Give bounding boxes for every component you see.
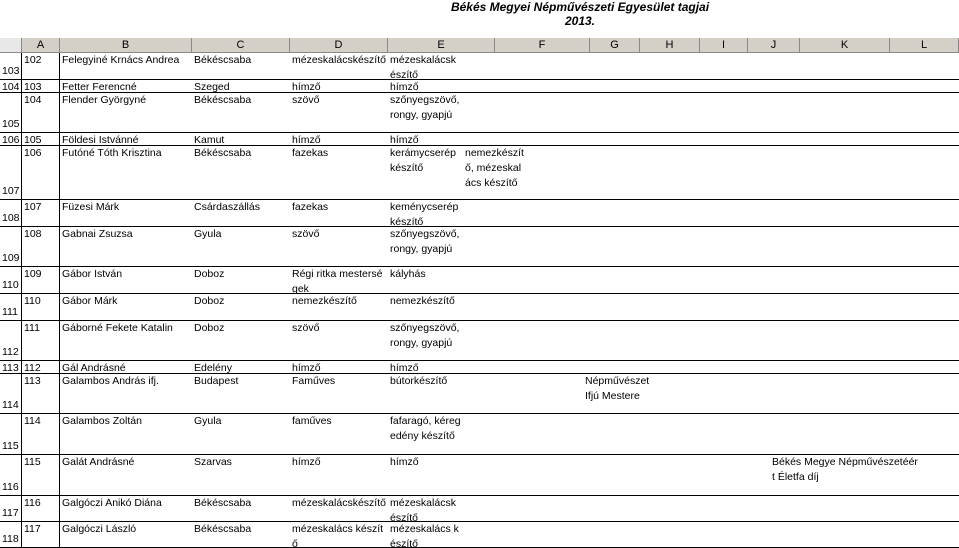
member-name: Fetter Ferencné — [62, 81, 137, 92]
member-id: 111 — [22, 321, 60, 360]
member-extra — [463, 200, 528, 226]
member-city: Edelény — [194, 362, 232, 373]
member-award — [583, 294, 653, 320]
table-row — [0, 267, 959, 294]
member-specialty: szőnyegszövő, rongy, gyapjú — [390, 322, 460, 349]
column-header-f[interactable]: F — [495, 38, 590, 53]
table-row — [0, 93, 959, 133]
member-extra — [463, 80, 528, 92]
member-specialty: hímző — [390, 134, 419, 145]
row-number[interactable]: 117 — [0, 496, 22, 521]
member-city: Doboz — [194, 295, 225, 307]
member-id: 104 — [22, 93, 60, 132]
column-header-b[interactable]: B — [60, 38, 192, 53]
table-row — [0, 146, 959, 200]
member-name: Gábor Márk — [62, 295, 118, 307]
table-row — [0, 496, 959, 522]
member-name: Galát Andrásné — [62, 456, 135, 468]
member-name: Futóné Tóth Krisztina — [62, 147, 162, 159]
member-extra — [463, 522, 528, 547]
row-number[interactable]: 109 — [0, 227, 22, 266]
table-row — [0, 227, 959, 267]
column-header-g[interactable]: G — [590, 38, 640, 53]
member-name: Gál Andrásné — [62, 362, 126, 373]
member-extra — [463, 414, 528, 454]
column-header-l[interactable]: L — [890, 38, 959, 53]
member-name: Földesi Istvánné — [62, 134, 139, 145]
member-specialty: hímző — [390, 456, 419, 468]
member-extra — [463, 455, 528, 495]
row-number[interactable]: 114 — [0, 374, 22, 413]
member-specialty: mézeskalács készítő — [390, 523, 459, 547]
row-number[interactable]: 111 — [0, 294, 22, 320]
row-number[interactable]: 116 — [0, 455, 22, 495]
member-specialty: keménycserép készítő — [390, 201, 459, 226]
column-header-a[interactable]: A — [22, 38, 60, 53]
member-id: 114 — [22, 414, 60, 454]
member-specialty: fafaragó, kéregedény készítő — [390, 415, 461, 442]
member-name: Gábor István — [62, 268, 123, 280]
row-number[interactable]: 106 — [0, 133, 22, 145]
member-specialty: szőnyegszövő, rongy, gyapjú — [390, 228, 460, 255]
member-id: 105 — [22, 133, 60, 145]
header-year: 2013. — [564, 14, 596, 28]
member-specialty: bútorkészítő — [390, 375, 448, 387]
member-craft: mézeskalácskészítő — [292, 497, 386, 509]
member-award — [583, 414, 653, 454]
member-craft: Régi ritka mesterségek — [292, 268, 383, 293]
member-award — [583, 53, 653, 79]
member-extra — [463, 227, 528, 266]
member-specialty: kályhás — [390, 268, 426, 280]
row-number[interactable]: 110 — [0, 267, 22, 293]
member-extra: nemezkészítő, mézeskalács készítő — [465, 147, 524, 189]
member-name: Galambos Zoltán — [62, 415, 142, 427]
member-id: 113 — [22, 374, 60, 413]
member-craft: mézeskalácskészítő — [292, 54, 386, 66]
row-number[interactable]: 107 — [0, 146, 22, 199]
member-specialty: mézeskalácskészítő — [390, 497, 456, 521]
select-all-corner[interactable] — [0, 38, 22, 53]
member-city: Gyula — [194, 415, 222, 427]
member-craft: fazekas — [292, 201, 329, 213]
member-award — [583, 321, 653, 360]
member-craft: szövő — [292, 94, 320, 106]
member-extra — [463, 374, 528, 413]
member-award — [583, 227, 653, 266]
member-id: 109 — [22, 267, 60, 293]
member-city: Békéscsaba — [194, 147, 252, 159]
table-row — [0, 294, 959, 321]
member-id: 110 — [22, 294, 60, 320]
member-craft: hímző — [292, 81, 321, 92]
member-city: Gyula — [194, 228, 222, 240]
member-extra — [463, 496, 528, 521]
member-city: Budapest — [194, 375, 239, 387]
member-city: Békéscsaba — [194, 94, 252, 106]
member-craft: Faműves — [292, 375, 336, 387]
member-id: 107 — [22, 200, 60, 226]
member-specialty: szőnyegszövő, rongy, gyapjú — [390, 94, 460, 121]
member-id: 102 — [22, 53, 60, 79]
member-award — [583, 496, 653, 521]
member-extra — [463, 267, 528, 293]
column-header-j[interactable]: J — [748, 38, 800, 53]
member-extra — [463, 321, 528, 360]
member-id: 106 — [22, 146, 60, 199]
row-number[interactable]: 103 — [0, 53, 22, 79]
table-row — [0, 321, 959, 361]
member-award — [583, 267, 653, 293]
member-specialty: kerámycserép készítő — [390, 147, 456, 174]
member-award — [583, 133, 653, 145]
member-award — [583, 200, 653, 226]
member-id: 112 — [22, 361, 60, 373]
table-row — [0, 200, 959, 227]
member-extra — [463, 93, 528, 132]
member-craft: faműves — [292, 415, 332, 427]
member-city: Békéscsaba — [194, 497, 252, 509]
column-header-c[interactable]: C — [192, 38, 290, 53]
member-award — [583, 146, 653, 199]
member-craft: hímző — [292, 362, 321, 373]
member-craft: fazekas — [292, 147, 329, 159]
table-row — [0, 361, 959, 374]
member-specialty: mézeskalácskészítő — [390, 54, 456, 79]
row-number[interactable]: 104 — [0, 80, 22, 92]
member-name: Galambos András ifj. — [62, 375, 159, 387]
member-award: Békés Megye Népművészetéért Életfa díj — [772, 456, 918, 483]
member-extra — [463, 294, 528, 320]
member-city: Békéscsaba — [194, 523, 252, 535]
row-number[interactable]: 108 — [0, 200, 22, 226]
member-craft: nemezkészítő — [292, 295, 357, 307]
member-name: Füzesi Márk — [62, 201, 120, 213]
member-award — [583, 522, 653, 547]
member-award — [583, 80, 653, 92]
member-name: Felegyiné Krnács Andrea — [62, 54, 180, 66]
member-name: Galgóczi Anikó Diána — [62, 497, 162, 509]
member-city: Kamut — [194, 134, 225, 145]
table-row — [0, 133, 959, 146]
column-header-h[interactable]: H — [640, 38, 700, 53]
member-award — [583, 361, 653, 373]
member-name: Gáborné Fekete Katalin — [62, 322, 173, 334]
member-city: Szeged — [194, 81, 230, 92]
member-craft: szövő — [292, 322, 320, 334]
row-number[interactable]: 115 — [0, 414, 22, 454]
table-row — [0, 80, 959, 93]
member-craft: szövő — [292, 228, 320, 240]
row-number[interactable]: 105 — [0, 93, 22, 132]
member-extra — [463, 361, 528, 373]
row-number[interactable]: 113 — [0, 361, 22, 373]
member-id: 116 — [22, 496, 60, 521]
member-award — [583, 93, 653, 132]
member-specialty: nemezkészítő — [390, 295, 455, 307]
member-extra — [463, 53, 528, 79]
member-city: Békéscsaba — [194, 54, 252, 66]
member-name: Gabnai Zsuzsa — [62, 228, 133, 240]
member-city: Doboz — [194, 268, 225, 280]
column-header-k[interactable]: K — [800, 38, 890, 53]
member-award: Népművészet Ifjú Mestere — [585, 375, 650, 402]
member-craft: mézeskalács készítő — [292, 523, 384, 547]
table-row — [0, 414, 959, 455]
member-name: Galgóczi László — [62, 523, 137, 535]
member-extra — [463, 133, 528, 145]
spreadsheet — [0, 38, 959, 546]
member-specialty: hímző — [390, 81, 419, 92]
row-number[interactable]: 112 — [0, 321, 22, 360]
member-id: 108 — [22, 227, 60, 266]
member-id: 115 — [22, 455, 60, 495]
column-header-d[interactable]: D — [290, 38, 388, 53]
member-craft: hímző — [292, 456, 321, 468]
column-header-i[interactable]: I — [700, 38, 748, 53]
member-craft: hímző — [292, 134, 321, 145]
member-city: Doboz — [194, 322, 225, 334]
table-row — [0, 374, 959, 414]
header-title: Békés Megyei Népművészeti Egyesület tagjai — [450, 0, 710, 14]
member-specialty: hímző — [390, 362, 419, 373]
table-row — [0, 522, 959, 548]
table-row — [0, 53, 959, 80]
document-header — [300, 0, 860, 28]
member-city: Szarvas — [194, 456, 232, 468]
member-name: Flender Györgyné — [62, 94, 147, 106]
table-row — [0, 455, 959, 496]
member-city: Csárdaszállás — [194, 201, 260, 213]
member-id: 117 — [22, 522, 60, 547]
row-number[interactable]: 118 — [0, 522, 22, 547]
member-id: 103 — [22, 80, 60, 92]
column-header-e[interactable]: E — [388, 38, 495, 53]
